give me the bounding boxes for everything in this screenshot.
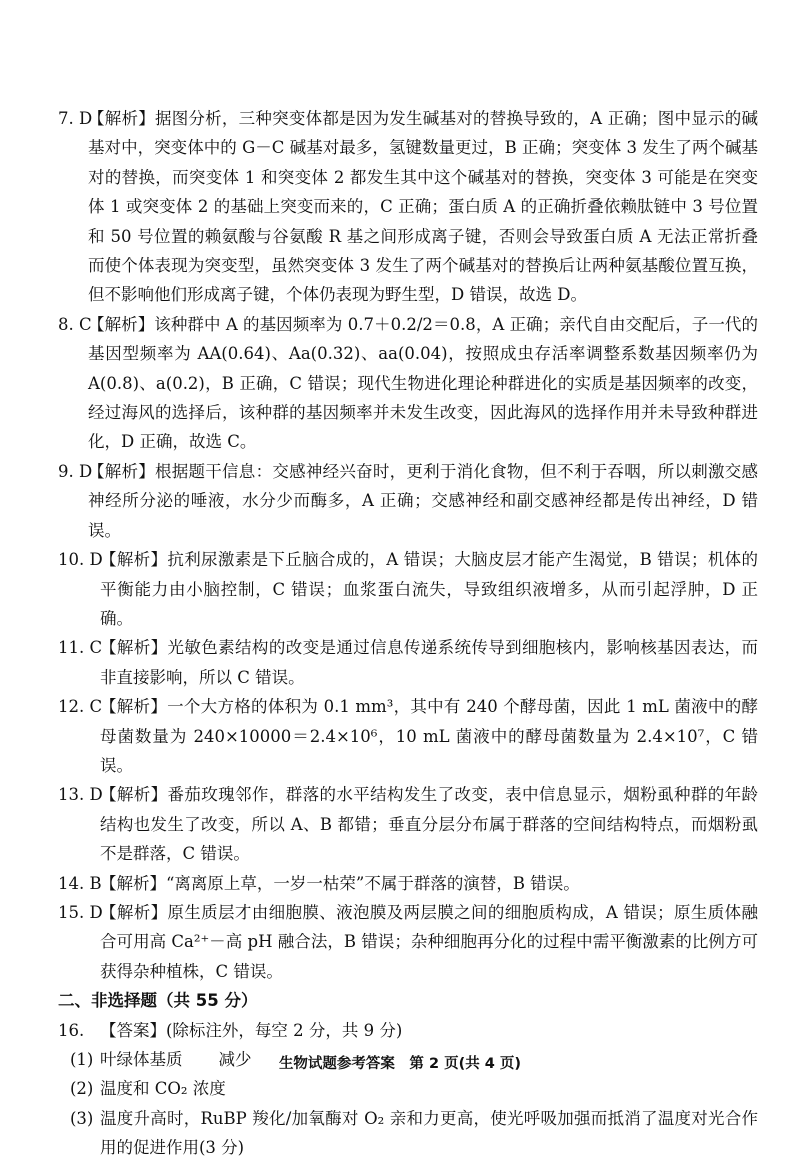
question-number: 13. D [58,785,103,805]
question-number: 11. C [58,638,103,658]
question-number: 14. B [58,873,102,893]
answer-item-10 [58,545,758,633]
answer-item-9 [58,457,758,545]
sub-answer-text: 温度和 CO₂ 浓度 [100,1079,226,1099]
question-number: 10. D [58,550,103,570]
explanation-text: 【解析】原生质层才由细胞膜、液泡膜及两层膜之间的细胞质构成，A 错误；原生质体融合可用高 Ca²⁺－高 pH 融合法，B 错误；杂种细胞再分化的过程中需平衡激素的比例方可获得杂种植株，C 错误。 [100,902,758,981]
sub-answer-text-b: 减少 [218,1050,252,1069]
answer-item-15 [58,898,758,986]
sub-answer-3 [70,1104,758,1163]
answer-item-14 [58,869,758,898]
sub-answer-text: 叶绿体基质 [100,1050,183,1069]
page-footer: 生物试题参考答案 第 2 页(共 4 页) [278,1056,522,1072]
explanation-text: 【解析】抗利尿激素是下丘脑合成的，A 错误；大脑皮层才能产生渴觉，B 错误；机体的平衡能力由小脑控制，C 错误；血浆蛋白流失，导致组织液增多，从而引起浮肿，D 正确。 [100,550,758,628]
answer-item-12 [58,692,758,780]
answer-item-7 [58,104,758,310]
explanation-text: 【解析】一个大方格的体积为 0.1 mm³，其中有 240 个酵母菌，因此 1 mL 菌液中的酵母菌数量为 240×10000＝2.4×10⁶，10 mL 菌液中的酵母菌数量为 2.4×10⁷，C 错误。 [100,697,758,775]
question-number: 8. C [58,314,92,334]
sub-label: (3) [70,1108,94,1128]
sub-label: (1) [70,1050,94,1069]
sub-label: (2) [70,1079,94,1099]
question-number: 15. D [58,902,103,922]
question-number: 12. C [58,697,103,717]
answer-list [58,104,758,1163]
question-number: 9. D [58,461,93,481]
answer-header: 【答案】(除标注外，每空 2 分，共 9 分) [100,1020,403,1040]
sub-answer-text: 温度升高时，RuBP 羧化/加氧酶对 O₂ 亲和力更高，使光呼吸加强而抵消了温度对光合作用的促进作用(3 分) [100,1108,758,1158]
explanation-text: 【解析】光敏色素结构的改变是通过信息传递系统传导到细胞核内，影响核基因表达，而非直接影响，所以 C 错误。 [100,638,758,687]
sub-answer-2 [70,1074,758,1103]
explanation-text: 【解析】据图分析，三种突变体都是因为发生碱基对的替换导致的，A 正确；图中显示的碱基对中，突变体中的 G－C 碱基对最多，氢键数量更过，B 正确；突变体 3 发生了两个碱基对的替换，而突变体 1 和突变体 2 都发生其中这个碱基对的替换，突变体 3 可能是在突变体 1 或突变体 2 的基础上突变而来的，C 正确；蛋白质 A 的正确折叠依赖肽链中 3 号位置和 50 号位置的赖氨酸与谷氨酸 R 基之间形成离子键，否则会导致蛋白质 A 无法正常折叠而使个体表现为突变型，虽然突变体 3 发生了两个碱基对的替换后让两种氨基酸位置互换，但不影响他们形成离子键，个体仍表现为野生型，D 错误，故选 D。 [88,109,758,305]
question-number: 16. [58,1020,85,1040]
explanation-text: 【解析】该种群中 A 的基因频率为 0.7＋0.2/2＝0.8，A 正确；亲代自由交配后，子一代的基因型频率为 AA(0.64)、Aa(0.32)、aa(0.04)，按照成虫存活率调整系数基因频率仍为 A(0.8)、a(0.2)，B 正确，C 错误；现代生物进化理论种群进化的实质是基因频率的改变，经过海风的选择后，该种群的基因频率并未发生改变，因此海风的选择作用并未导致种群进化，D 正确，故选 C。 [88,314,758,452]
explanation-text: 【解析】根据题干信息：交感神经兴奋时，更利于消化食物，但不利于吞咽，所以刺激交感神经所分泌的唾液，水分少而酶多，A 正确；交感神经和副交感神经都是传出神经，D 错误。 [88,461,758,540]
answer-item-16 [58,1016,758,1045]
explanation-text: 【解析】番茄玫瑰邻作，群落的水平结构发生了改变，表中信息显示，烟粉虱种群的年龄结构也发生了改变，所以 A、B 都错；垂直分层分布属于群落的空间结构特点，而烟粉虱不是群落，C 错误。 [100,785,758,864]
answer-item-8 [58,310,758,457]
section-heading: 二、非选择题（共 55 分） [58,991,258,1011]
question-number: 7. D [58,109,93,128]
answer-item-13 [58,780,758,868]
explanation-text: 【解析】“离离原上草，一岁一枯荣”不属于群落的演替，B 错误。 [100,873,580,893]
answer-item-11 [58,633,758,692]
